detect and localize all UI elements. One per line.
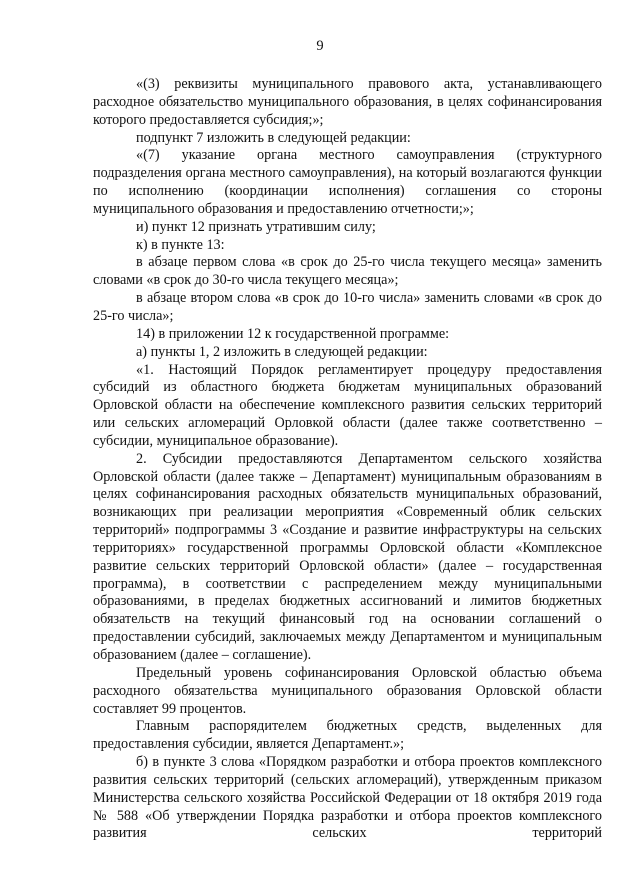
paragraph-1: «(3) реквизиты муниципального правового акта, устанавливающего расходное обязательство муниципального образования, в целях софинансирования которого предоставляется субсидия;»; [93,76,602,128]
paragraph-6: в абзаце первом слова «в срок до 25-го числа текущего месяца» заменить словами «в срок до 30-го числа текущего месяца»; [93,254,602,289]
page-number: 9 [316,38,324,54]
paragraph-11: 2. Субсидии предоставляются Департаментом сельского хозяйства Орловской области (далее также – Департамент) муниципальным образованиям в целях софинансирования расходных обязательств муниципальных образований, возникающих при реализации мероприятия «Современный облик сельских территорий» подпрограммы 3 «Создание и развитие инфраструктуры на сельских территориях» государственной программы Орловской области «Комплексное развитие сельских территорий Орловской области» (далее – государственная программа), в соответствии с распределением между муниципальными образованиями, в пределах бюджетных ассигнований и лимитов бюджетных обязательств на текущий финансовый год на основании соглашений о предоставлении субсидий, заключаемых между Департаментом и муниципальным образованием (далее – соглашение). [93,450,602,663]
paragraph-12: Предельный уровень софинансирования Орловской областью объема расходного обязательства муниципального образования Орловской области составляет 99 процентов. [93,664,602,717]
paragraph-10: «1. Настоящий Порядок регламентирует процедуру предоставления субсидий из областного бюджета бюджетам муниципальных образований Орловской области на обеспечение комплексного развития сельских территорий или сельских агломераций Орловкой области (далее также соответственно – субсидии, муниципальное образование). [93,361,602,449]
paragraph-2: подпункт 7 изложить в следующей редакции: [136,129,411,146]
paragraph-7: в абзаце втором слова «в срок до 10-го числа» заменить словами «в срок до 25-го числа»; [93,290,602,324]
paragraph-3: «(7) указание органа местного самоуправления (структурного подразделения органа местного самоуправления), на который возлагаются функции по исполнению (координации исполнения) соглашения со стороны муниципального образования и предоставлению отчетности;»; [93,147,602,217]
document-body [93,76,602,843]
paragraph-4: и) пункт 12 признать утратившим силу; [136,218,376,235]
paragraph-9: а) пункты 1, 2 изложить в следующей редакции: [136,343,428,360]
paragraph-8: 14) в приложении 12 к государственной программе: [136,325,450,342]
paragraph-13: Главным распорядителем бюджетных средств, выделенных для предоставления субсидии, является Департамент.»; [93,718,602,753]
paragraph-5: к) в пункте 13: [136,236,225,253]
paragraph-14: б) в пункте 3 слова «Порядком разработки и отбора проектов комплексного развития сельских территорий (сельских агломераций), утвержденным приказом Министерства сельского хозяйства Российской Федерации от 18 октября 2019 года № 588 «Об утверждении Порядка разработки и отбора проектов комплексного развития сельских территорий [93,754,602,842]
